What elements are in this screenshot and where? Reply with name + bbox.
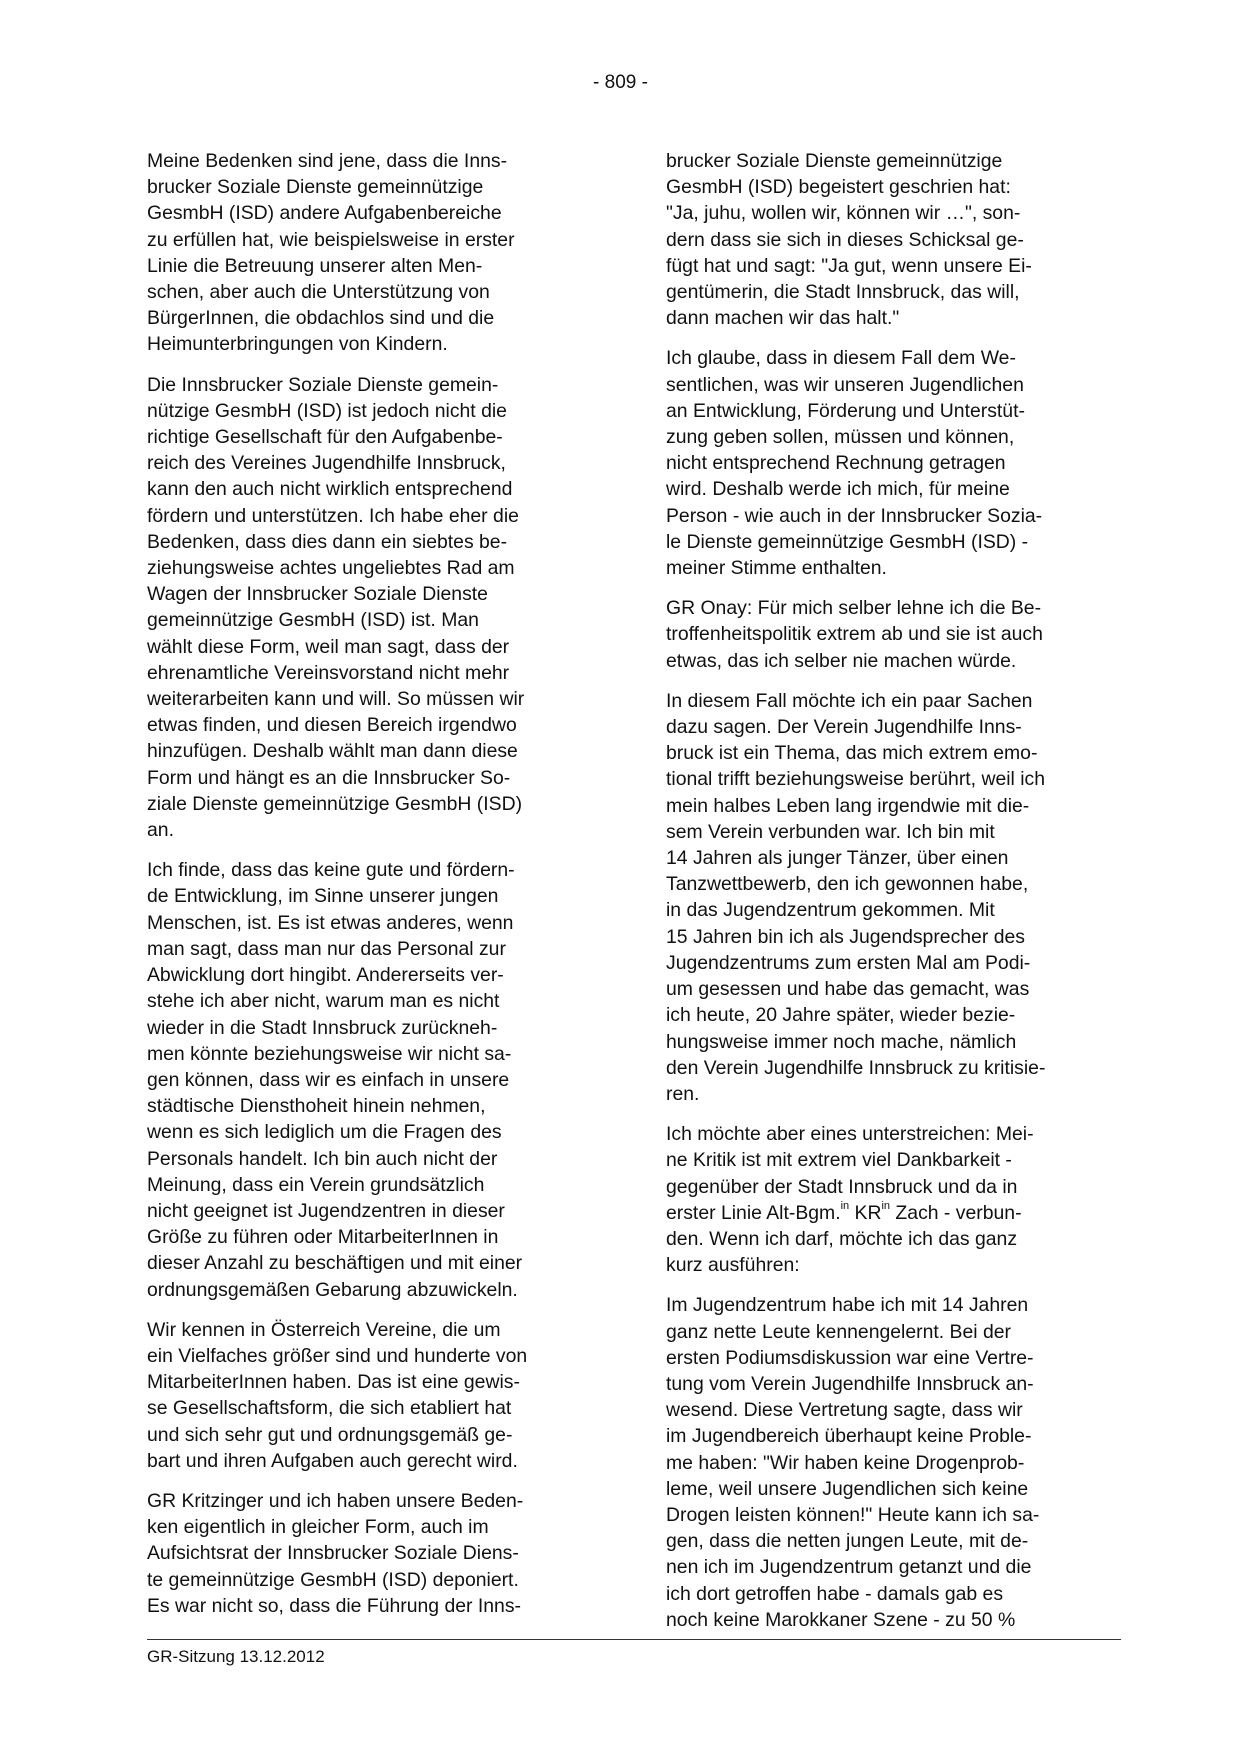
text-line: bruck ist ein Thema, das mich extrem emo- <box>666 742 1038 765</box>
text-line: fügt hat und sagt: "Ja gut, wenn unsere Ei- <box>666 254 1032 277</box>
paragraph <box>666 1292 1121 1633</box>
text-line: gegenüber der Stadt Innsbruck und da in <box>666 1175 1018 1198</box>
text-line: Tanzwettbewerb, den ich gewonnen habe, <box>666 873 1029 896</box>
text-line: le Dienste gemeinnützige GesmbH (ISD) - <box>666 530 1029 553</box>
text-line: Ich glaube, dass in diesem Fall dem We- <box>666 347 1016 370</box>
text-line: man sagt, dass man nur das Personal zur <box>147 937 506 960</box>
text-line: MitarbeiterInnen haben. Das ist eine gewis- <box>147 1371 520 1394</box>
text-line: GesmbH (ISD) andere Aufgabenbereiche <box>147 202 502 225</box>
page-number: - 809 - <box>593 72 648 93</box>
text-line: ein Vielfaches größer sind und hunderte von <box>147 1344 528 1367</box>
text-line: ersten Podiumsdiskussion war eine Vertre- <box>666 1346 1034 1369</box>
superscript: in <box>881 1200 891 1213</box>
text-line: brucker Soziale Dienste gemeinnützige <box>147 176 484 199</box>
text-line: etwas, das ich selber nie machen würde. <box>666 649 1017 672</box>
text-line: Drogen leisten können!" Heute kann ich sa- <box>666 1503 1040 1526</box>
text-line: stehe ich aber nicht, warum man es nicht <box>147 990 500 1013</box>
text-line: an. <box>147 819 174 842</box>
text-line: hinzufügen. Deshalb wählt man dann diese <box>147 740 518 763</box>
paragraph <box>666 148 1121 331</box>
text-line: fördern und unterstützen. Ich habe eher die <box>147 504 519 527</box>
text-line: Meine Bedenken sind jene, dass die Inns- <box>147 150 508 172</box>
text-segment: erster Linie Alt-Bgm. <box>666 1201 841 1224</box>
text-line: dieser Anzahl zu beschäftigen und mit einer <box>147 1252 523 1275</box>
text-line: bart und ihren Aufgaben auch gerecht wird. <box>147 1449 518 1472</box>
text-line: Die Innsbrucker Soziale Dienste gemein- <box>147 373 499 396</box>
footer-divider <box>147 1639 1121 1640</box>
paragraph <box>666 1121 1121 1278</box>
text-line: 14 Jahren als junger Tänzer, über einen <box>666 847 1009 870</box>
text-line: wenn es sich lediglich um die Fragen des <box>147 1121 502 1144</box>
text-line: ich dort getroffen habe - damals gab es <box>666 1582 1004 1605</box>
paragraph <box>147 857 602 1302</box>
text-line: ehrenamtliche Vereinsvorstand nicht mehr <box>147 661 510 684</box>
text-line: wesend. Diese Vertretung sagte, dass wir <box>666 1399 1023 1422</box>
text-line: etwas finden, und diesen Bereich irgendwo <box>147 714 517 737</box>
text-line: gemeinnützige GesmbH (ISD) ist. Man <box>147 609 479 632</box>
text-segment: Zach - verbun- <box>890 1201 1022 1224</box>
text-line: mein halbes Leben lang irgendwie mit die- <box>666 794 1030 817</box>
text-line: dazu sagen. Der Verein Jugendhilfe Inns- <box>666 716 1022 739</box>
text-line: GR Onay: Für mich selber lehne ich die Be- <box>666 597 1042 620</box>
text-segment: KR <box>849 1201 882 1224</box>
text-line: richtige Gesellschaft für den Aufgabenbe- <box>147 426 503 449</box>
text-line: kann den auch nicht wirklich entsprechend <box>147 478 513 501</box>
text-line: se Gesellschaftsform, die sich etabliert hat <box>147 1397 512 1420</box>
text-line: Abwicklung dort hingibt. Andererseits ver- <box>147 964 504 987</box>
paragraph <box>147 1317 602 1474</box>
text-line: sem Verein verbunden war. Ich bin mit <box>666 820 995 843</box>
text-line: ziehungsweise achtes ungeliebtes Rad am <box>147 557 515 580</box>
text-line: um gesessen und habe das gemacht, was <box>666 978 1030 1001</box>
text-line: meiner Stimme enthalten. <box>666 557 887 580</box>
text-line: schen, aber auch die Unterstützung von <box>147 281 490 304</box>
text-line: zu erfüllen hat, wie beispielsweise in erster <box>147 228 515 251</box>
text-line: men könnte beziehungsweise wir nicht sa- <box>147 1042 512 1065</box>
text-line <box>666 1200 1121 1226</box>
text-line: reich des Vereines Jugendhilfe Innsbruck, <box>147 452 506 475</box>
left-column <box>147 148 602 1633</box>
text-line: In diesem Fall möchte ich ein paar Sachen <box>666 689 1033 712</box>
text-line: Wagen der Innsbrucker Soziale Dienste <box>147 583 488 606</box>
text-line: leme, weil unsere Jugendlichen sich keine <box>666 1477 1029 1500</box>
text-line: Ich möchte aber eines unterstreichen: Mei- <box>666 1123 1034 1146</box>
text-line: kurz ausführen: <box>666 1254 800 1277</box>
paragraph <box>666 595 1121 674</box>
paragraph <box>666 688 1121 1107</box>
text-line: me haben: "Wir haben keine Drogenprob- <box>666 1451 1025 1474</box>
text-line: dann machen wir das halt." <box>666 307 900 330</box>
text-line: ziale Dienste gemeinnützige GesmbH (ISD) <box>147 792 523 815</box>
text-line: tional trifft beziehungsweise berührt, weil ich <box>666 768 1046 791</box>
text-line: ordnungsgemäßen Gebarung abzuwickeln. <box>147 1278 518 1301</box>
text-line: Wir kennen in Österreich Vereine, die um <box>147 1318 501 1341</box>
text-line: 15 Jahren bin ich als Jugendsprecher des <box>666 925 1025 948</box>
text-line: in das Jugendzentrum gekommen. Mit <box>666 899 995 922</box>
text-line: sentlichen, was wir unseren Jugendlichen <box>666 373 1024 396</box>
text-line: Heimunterbringungen von Kindern. <box>147 333 448 356</box>
text-line: ren. <box>666 1082 700 1105</box>
text-line: Bedenken, dass dies dann ein siebtes be- <box>147 530 508 553</box>
text-line: gentümerin, die Stadt Innsbruck, das will, <box>666 281 1020 304</box>
text-line: brucker Soziale Dienste gemeinnützige <box>666 150 1003 172</box>
text-line: BürgerInnen, die obdachlos sind und die <box>147 307 495 330</box>
paragraph <box>147 148 602 358</box>
superscript: in <box>840 1200 850 1213</box>
text-line: GR Kritzinger und ich haben unsere Beden- <box>147 1489 524 1512</box>
text-line: dern dass sie sich in dieses Schicksal ge- <box>666 228 1024 251</box>
text-line: gen können, dass wir es einfach in unsere <box>147 1068 510 1091</box>
text-line: te gemeinnützige GesmbH (ISD) deponiert. <box>147 1568 519 1591</box>
text-line: ich heute, 20 Jahre später, wieder bezie- <box>666 1004 1016 1027</box>
text-line: Ich finde, dass das keine gute und fördern- <box>147 859 515 882</box>
text-line: im Jugendbereich überhaupt keine Proble- <box>666 1425 1032 1448</box>
text-line: Im Jugendzentrum habe ich mit 14 Jahren <box>666 1294 1029 1317</box>
text-line: nicht entsprechend Rechnung getragen <box>666 452 1006 475</box>
text-line: den Verein Jugendhilfe Innsbruck zu kritisie- <box>666 1056 1046 1079</box>
text-line: Aufsichtsrat der Innsbrucker Soziale Diens- <box>147 1542 519 1565</box>
text-line: Person - wie auch in der Innsbrucker Sozia- <box>666 504 1043 527</box>
text-line: ne Kritik ist mit extrem viel Dankbarkeit - <box>666 1149 1012 1172</box>
text-line: wieder in die Stadt Innsbruck zurücknеh- <box>147 1016 498 1039</box>
text-line: Personals handelt. Ich bin auch nicht der <box>147 1147 498 1170</box>
text-line: hungsweise immer noch mache, nämlich <box>666 1030 1017 1053</box>
text-line: "Ja, juhu, wollen wir, können wir …", son- <box>666 202 1021 225</box>
text-line: de Entwicklung, im Sinne unserer jungen <box>147 885 499 908</box>
text-line: GesmbH (ISD) begeistert geschrien hat: <box>666 176 1011 199</box>
text-line: noch keine Marokkaner Szene - zu 50 % <box>666 1608 1016 1631</box>
text-line: wählt diese Form, weil man sagt, dass der <box>147 635 510 658</box>
paragraph <box>147 1488 602 1619</box>
text-line: Meinung, dass ein Verein grundsätzlich <box>147 1173 485 1196</box>
paragraph <box>666 345 1121 581</box>
text-line: Größe zu führen oder MitarbeiterInnen in <box>147 1226 499 1249</box>
paragraph <box>147 372 602 844</box>
text-line: gen, dass die netten jungen Leute, mit de- <box>666 1530 1029 1553</box>
text-line: und sich sehr gut und ordnungsgemäß ge- <box>147 1423 513 1446</box>
text-line: an Entwicklung, Förderung und Unterstüt- <box>666 399 1025 422</box>
footer-session-date: GR-Sitzung 13.12.2012 <box>147 1647 325 1666</box>
text-line: nützige GesmbH (ISD) ist jedoch nicht die <box>147 399 507 422</box>
text-line: Linie die Betreuung unserer alten Men- <box>147 254 483 277</box>
right-column <box>666 148 1121 1647</box>
text-line: städtische Diensthoheit hinein nehmen, <box>147 1095 486 1118</box>
text-line: wird. Deshalb werde ich mich, für meine <box>666 478 1010 501</box>
text-line: zung geben sollen, müssen und können, <box>666 426 1015 449</box>
text-line: weiterarbeiten kann und will. So müssen wir <box>147 688 525 711</box>
text-line: ken eigentlich in gleicher Form, auch im <box>147 1516 489 1539</box>
text-line: troffenheitspolitik extrem ab und sie ist auch <box>666 623 1043 646</box>
text-line: Menschen, ist. Es ist etwas anderes, wenn <box>147 911 514 934</box>
text-line: nicht geeignet ist Jugendzentren in dieser <box>147 1199 505 1222</box>
text-line: ganz nette Leute kennengelernt. Bei der <box>666 1320 1011 1343</box>
text-line: tung vom Verein Jugendhilfe Innsbruck an- <box>666 1372 1034 1395</box>
text-line: nen ich im Jugendzentrum getanzt und die <box>666 1556 1032 1579</box>
text-line: Es war nicht so, dass die Führung der Inns- <box>147 1594 521 1617</box>
text-line: den. Wenn ich darf, möchte ich das ganz <box>666 1227 1018 1250</box>
text-line: Form und hängt es an die Innsbrucker So- <box>147 766 511 789</box>
text-line: Jugendzentrums zum ersten Mal am Podi- <box>666 951 1031 974</box>
